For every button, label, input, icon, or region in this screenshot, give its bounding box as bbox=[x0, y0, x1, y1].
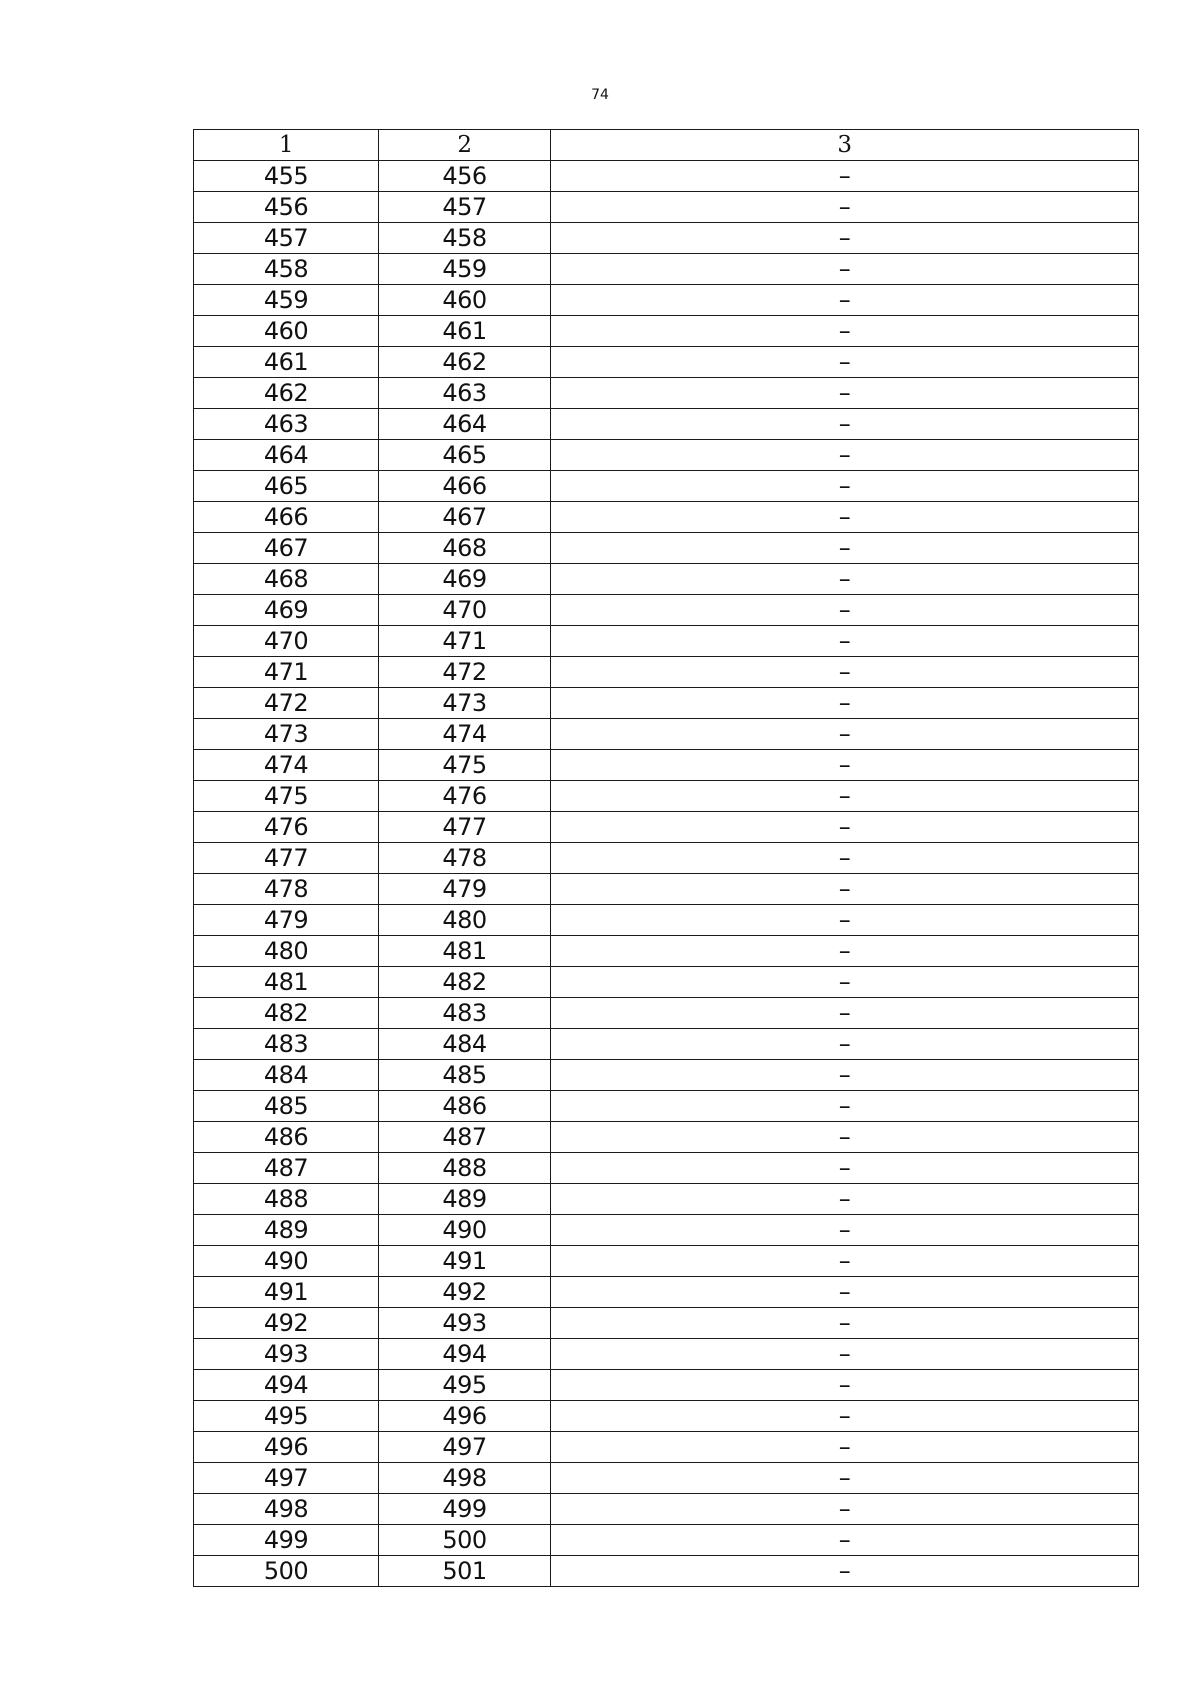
table-row bbox=[194, 1091, 1139, 1122]
table-cell: 467 bbox=[379, 502, 551, 533]
table-cell: 462 bbox=[379, 347, 551, 378]
table-row bbox=[194, 626, 1139, 657]
table-cell: 479 bbox=[379, 874, 551, 905]
table-row bbox=[194, 1401, 1139, 1432]
table-cell: – bbox=[551, 1091, 1139, 1122]
table-cell: 455 bbox=[194, 161, 379, 192]
table-cell: – bbox=[551, 378, 1139, 409]
table-row bbox=[194, 1525, 1139, 1556]
table-cell: 487 bbox=[379, 1122, 551, 1153]
table-cell: – bbox=[551, 192, 1139, 223]
table-cell: 461 bbox=[379, 316, 551, 347]
data-table bbox=[193, 129, 1139, 1587]
table-cell: 479 bbox=[194, 905, 379, 936]
column-header: 1 bbox=[194, 130, 379, 161]
table-cell: 457 bbox=[379, 192, 551, 223]
table-cell: 486 bbox=[379, 1091, 551, 1122]
table-cell: 494 bbox=[379, 1339, 551, 1370]
table-cell: – bbox=[551, 905, 1139, 936]
table-cell: 482 bbox=[194, 998, 379, 1029]
table-cell: 460 bbox=[379, 285, 551, 316]
table-cell: 471 bbox=[379, 626, 551, 657]
table-row bbox=[194, 1122, 1139, 1153]
table-cell: 481 bbox=[194, 967, 379, 998]
table-cell: – bbox=[551, 347, 1139, 378]
table-cell: 495 bbox=[379, 1370, 551, 1401]
table-cell: 469 bbox=[194, 595, 379, 626]
table-header-row bbox=[194, 130, 1139, 161]
table-cell: 463 bbox=[379, 378, 551, 409]
table-row bbox=[194, 781, 1139, 812]
table-cell: 493 bbox=[379, 1308, 551, 1339]
table-cell: 464 bbox=[379, 409, 551, 440]
table-cell: 462 bbox=[194, 378, 379, 409]
table-cell: – bbox=[551, 1308, 1139, 1339]
table-cell: 465 bbox=[194, 471, 379, 502]
table-cell: 496 bbox=[379, 1401, 551, 1432]
table-cell: 460 bbox=[194, 316, 379, 347]
column-header: 2 bbox=[379, 130, 551, 161]
table-cell: 497 bbox=[379, 1432, 551, 1463]
table-cell: – bbox=[551, 998, 1139, 1029]
table-cell: 473 bbox=[379, 688, 551, 719]
table-cell: 491 bbox=[194, 1277, 379, 1308]
table-row bbox=[194, 1308, 1139, 1339]
table-cell: 499 bbox=[194, 1525, 379, 1556]
table-cell: 474 bbox=[379, 719, 551, 750]
table-cell: 469 bbox=[379, 564, 551, 595]
table-row bbox=[194, 1153, 1139, 1184]
table-cell: 468 bbox=[379, 533, 551, 564]
table-cell: 458 bbox=[194, 254, 379, 285]
table-row bbox=[194, 1060, 1139, 1091]
table-row bbox=[194, 1277, 1139, 1308]
table-row bbox=[194, 192, 1139, 223]
table-cell: 466 bbox=[379, 471, 551, 502]
table-cell: 485 bbox=[194, 1091, 379, 1122]
table-row bbox=[194, 285, 1139, 316]
table-row bbox=[194, 471, 1139, 502]
table-row bbox=[194, 688, 1139, 719]
table-row bbox=[194, 967, 1139, 998]
table-cell: – bbox=[551, 1246, 1139, 1277]
table-cell: – bbox=[551, 595, 1139, 626]
table-row bbox=[194, 719, 1139, 750]
table-cell: 464 bbox=[194, 440, 379, 471]
column-header: 3 bbox=[551, 130, 1139, 161]
table-cell: – bbox=[551, 1029, 1139, 1060]
table-row bbox=[194, 905, 1139, 936]
table-cell: 471 bbox=[194, 657, 379, 688]
table-row bbox=[194, 998, 1139, 1029]
table-cell: – bbox=[551, 285, 1139, 316]
table-cell: 497 bbox=[194, 1463, 379, 1494]
table-row bbox=[194, 502, 1139, 533]
table-row bbox=[194, 1215, 1139, 1246]
table-row bbox=[194, 936, 1139, 967]
table-cell: 490 bbox=[379, 1215, 551, 1246]
table-cell: – bbox=[551, 1277, 1139, 1308]
table-cell: 474 bbox=[194, 750, 379, 781]
table-row bbox=[194, 657, 1139, 688]
table-row bbox=[194, 564, 1139, 595]
table-cell: – bbox=[551, 843, 1139, 874]
table-cell: 484 bbox=[379, 1029, 551, 1060]
table-row bbox=[194, 1463, 1139, 1494]
table-cell: 484 bbox=[194, 1060, 379, 1091]
table-cell: – bbox=[551, 161, 1139, 192]
table-cell: – bbox=[551, 688, 1139, 719]
table-cell: – bbox=[551, 254, 1139, 285]
table-cell: 458 bbox=[379, 223, 551, 254]
table-cell: 467 bbox=[194, 533, 379, 564]
table-cell: – bbox=[551, 874, 1139, 905]
table-cell: – bbox=[551, 409, 1139, 440]
table-cell: 498 bbox=[194, 1494, 379, 1525]
table-cell: – bbox=[551, 1494, 1139, 1525]
table-cell: 492 bbox=[194, 1308, 379, 1339]
table-cell: 470 bbox=[194, 626, 379, 657]
table-row bbox=[194, 1184, 1139, 1215]
table-cell: – bbox=[551, 223, 1139, 254]
table-row bbox=[194, 1370, 1139, 1401]
table-cell: 499 bbox=[379, 1494, 551, 1525]
table-cell: 483 bbox=[379, 998, 551, 1029]
table-cell: – bbox=[551, 1525, 1139, 1556]
table-cell: – bbox=[551, 316, 1139, 347]
table-body bbox=[194, 161, 1139, 1587]
table-cell: – bbox=[551, 1122, 1139, 1153]
table-cell: 457 bbox=[194, 223, 379, 254]
table-row bbox=[194, 440, 1139, 471]
table-cell: 473 bbox=[194, 719, 379, 750]
table-cell: – bbox=[551, 502, 1139, 533]
table-cell: 477 bbox=[379, 812, 551, 843]
table-cell: – bbox=[551, 1060, 1139, 1091]
table-cell: 459 bbox=[194, 285, 379, 316]
table-cell: – bbox=[551, 1556, 1139, 1587]
table-cell: 490 bbox=[194, 1246, 379, 1277]
table-cell: – bbox=[551, 471, 1139, 502]
table-row bbox=[194, 843, 1139, 874]
table-cell: 500 bbox=[379, 1525, 551, 1556]
table-row bbox=[194, 1339, 1139, 1370]
table-cell: – bbox=[551, 626, 1139, 657]
table-row bbox=[194, 316, 1139, 347]
table-row bbox=[194, 223, 1139, 254]
table-row bbox=[194, 874, 1139, 905]
table-cell: 456 bbox=[194, 192, 379, 223]
table-cell: 495 bbox=[194, 1401, 379, 1432]
table-cell: 470 bbox=[379, 595, 551, 626]
table-cell: – bbox=[551, 936, 1139, 967]
table-cell: 472 bbox=[194, 688, 379, 719]
table-cell: 498 bbox=[379, 1463, 551, 1494]
table-cell: 483 bbox=[194, 1029, 379, 1060]
table-cell: 486 bbox=[194, 1122, 379, 1153]
table-cell: – bbox=[551, 564, 1139, 595]
table-cell: – bbox=[551, 1401, 1139, 1432]
table-cell: 501 bbox=[379, 1556, 551, 1587]
table-cell: – bbox=[551, 812, 1139, 843]
table-row bbox=[194, 1246, 1139, 1277]
table-cell: 488 bbox=[379, 1153, 551, 1184]
table-cell: 481 bbox=[379, 936, 551, 967]
table-row bbox=[194, 254, 1139, 285]
table-cell: 456 bbox=[379, 161, 551, 192]
table-row bbox=[194, 161, 1139, 192]
table-row bbox=[194, 1432, 1139, 1463]
table-cell: 493 bbox=[194, 1339, 379, 1370]
table-cell: 480 bbox=[379, 905, 551, 936]
table-cell: – bbox=[551, 657, 1139, 688]
table-cell: 475 bbox=[379, 750, 551, 781]
table-cell: – bbox=[551, 533, 1139, 564]
table-row bbox=[194, 1494, 1139, 1525]
page-number: 74 bbox=[591, 87, 609, 103]
table-cell: 487 bbox=[194, 1153, 379, 1184]
table-cell: 459 bbox=[379, 254, 551, 285]
table-cell: 477 bbox=[194, 843, 379, 874]
table-cell: 475 bbox=[194, 781, 379, 812]
table-cell: 489 bbox=[194, 1215, 379, 1246]
table-cell: 461 bbox=[194, 347, 379, 378]
table-cell: 476 bbox=[194, 812, 379, 843]
table-cell: – bbox=[551, 781, 1139, 812]
table-cell: – bbox=[551, 1184, 1139, 1215]
table-cell: 468 bbox=[194, 564, 379, 595]
table-cell: 478 bbox=[379, 843, 551, 874]
table-cell: – bbox=[551, 1215, 1139, 1246]
table-cell: – bbox=[551, 967, 1139, 998]
table-cell: 463 bbox=[194, 409, 379, 440]
table-row bbox=[194, 378, 1139, 409]
table-cell: – bbox=[551, 1463, 1139, 1494]
table-row bbox=[194, 595, 1139, 626]
table-cell: 494 bbox=[194, 1370, 379, 1401]
table-cell: 485 bbox=[379, 1060, 551, 1091]
table-cell: – bbox=[551, 440, 1139, 471]
table-cell: 488 bbox=[194, 1184, 379, 1215]
table-cell: – bbox=[551, 1370, 1139, 1401]
table-cell: 466 bbox=[194, 502, 379, 533]
table-row bbox=[194, 1556, 1139, 1587]
table-cell: – bbox=[551, 750, 1139, 781]
table-row bbox=[194, 750, 1139, 781]
table-cell: 500 bbox=[194, 1556, 379, 1587]
table-row bbox=[194, 347, 1139, 378]
table-cell: 478 bbox=[194, 874, 379, 905]
table-cell: 465 bbox=[379, 440, 551, 471]
table-cell: – bbox=[551, 1153, 1139, 1184]
table-cell: 476 bbox=[379, 781, 551, 812]
table-row bbox=[194, 409, 1139, 440]
table-cell: 480 bbox=[194, 936, 379, 967]
table-cell: 492 bbox=[379, 1277, 551, 1308]
table-cell: 496 bbox=[194, 1432, 379, 1463]
table-cell: – bbox=[551, 1432, 1139, 1463]
table-cell: 491 bbox=[379, 1246, 551, 1277]
table-row bbox=[194, 1029, 1139, 1060]
table-cell: 489 bbox=[379, 1184, 551, 1215]
table-row bbox=[194, 533, 1139, 564]
table-cell: – bbox=[551, 719, 1139, 750]
table-row bbox=[194, 812, 1139, 843]
table-cell: – bbox=[551, 1339, 1139, 1370]
table-cell: 482 bbox=[379, 967, 551, 998]
table-cell: 472 bbox=[379, 657, 551, 688]
